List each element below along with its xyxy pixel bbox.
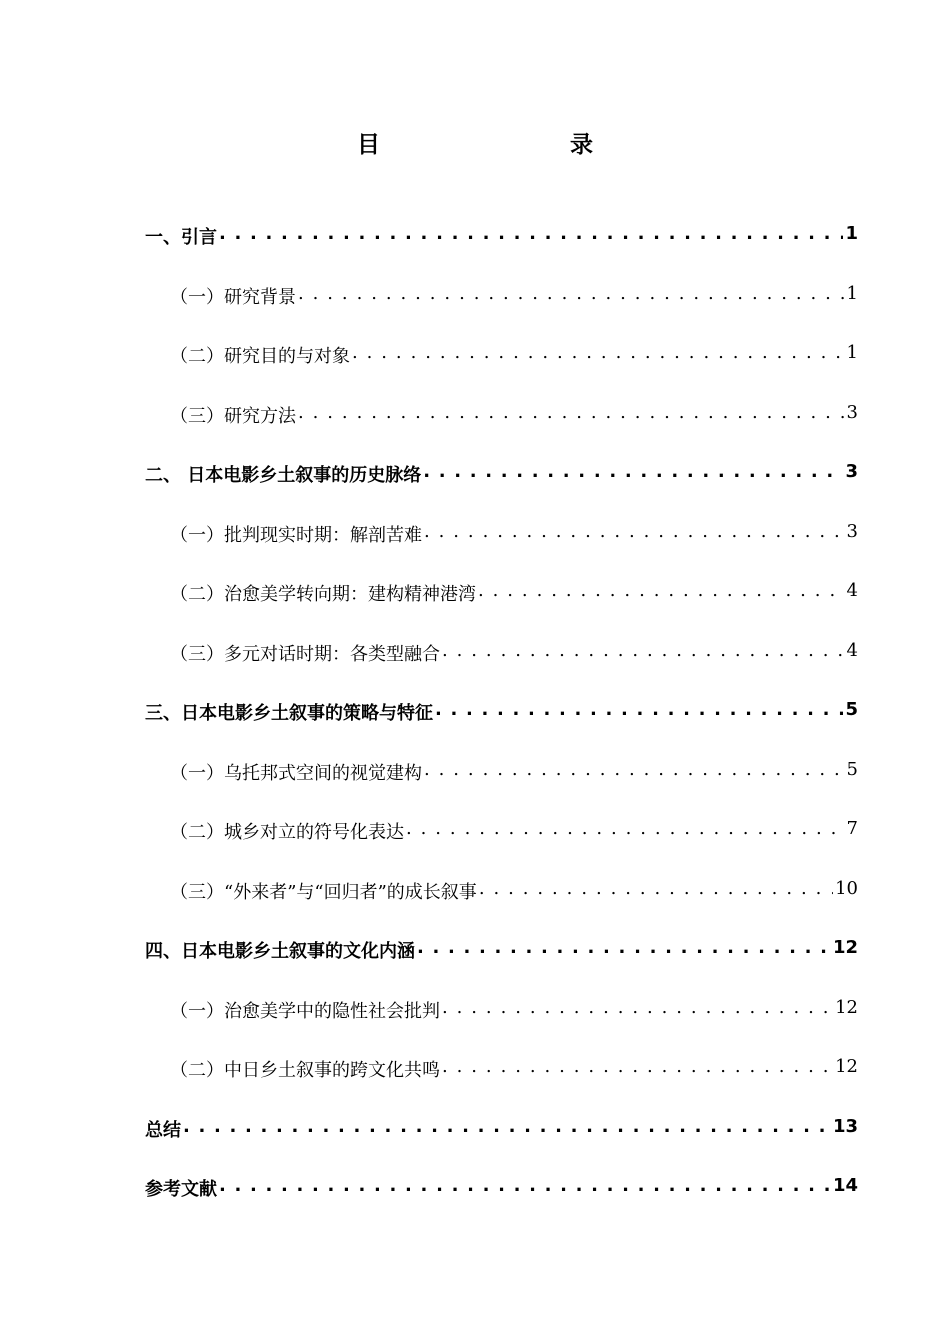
- toc-entry-page: 12: [832, 937, 858, 958]
- dot-leader: [424, 759, 845, 780]
- dot-leader: [406, 818, 845, 839]
- toc-entry-page: 3: [846, 520, 858, 542]
- toc-entry[interactable]: [0, 461, 950, 521]
- toc-entry-label: （二）研究目的与对象: [170, 346, 350, 367]
- toc-title: 目 录: [357, 132, 641, 158]
- toc-entry-label: （二）城乡对立的符号化表达: [170, 822, 404, 843]
- dot-leader: [423, 461, 843, 482]
- toc-entry[interactable]: [0, 640, 950, 700]
- toc-entry-page: 12: [835, 996, 858, 1018]
- dot-leader: [435, 699, 843, 720]
- toc-entry[interactable]: [0, 283, 950, 343]
- toc-entry-label: 总结: [145, 1119, 181, 1141]
- toc-entry[interactable]: [0, 402, 950, 462]
- toc-entry-page: 1: [846, 342, 858, 363]
- toc-entry-label: （二）中日乡土叙事的跨文化共鸣: [170, 1060, 440, 1081]
- toc-entry-label: （三）研究方法: [170, 405, 296, 427]
- toc-entry[interactable]: [0, 699, 950, 759]
- toc-entry-page: 3: [846, 401, 858, 423]
- toc-entry-page: 10: [835, 877, 858, 899]
- toc-entry-page: 5: [845, 699, 858, 720]
- dot-leader: [298, 283, 845, 304]
- toc-entry-label: （三）“外来者”与“回归者”的成长叙事: [170, 881, 477, 903]
- dot-leader: [352, 342, 845, 363]
- toc-entry-page: 7: [846, 818, 858, 839]
- toc-entry[interactable]: [0, 580, 950, 640]
- dot-leader: [219, 223, 843, 244]
- toc-entry-label: 三、日本电影乡土叙事的策略与特征: [145, 703, 433, 724]
- dot-leader: [219, 1175, 831, 1196]
- toc-list: [0, 223, 950, 1235]
- toc-entry-page: 3: [845, 461, 858, 482]
- toc-entry-label: （一）批判现实时期：解剖苦难: [170, 524, 422, 546]
- dot-leader: [442, 640, 845, 661]
- toc-entry-page: 14: [832, 1175, 858, 1196]
- toc-entry[interactable]: [0, 1175, 950, 1235]
- toc-entry[interactable]: [0, 878, 950, 938]
- toc-entry-page: 13: [832, 1115, 858, 1137]
- dot-leader: [478, 580, 845, 601]
- toc-entry-page: 12: [835, 1056, 858, 1077]
- dot-leader: [417, 937, 831, 958]
- toc-entry[interactable]: [0, 521, 950, 581]
- dot-leader: [442, 1056, 833, 1077]
- toc-entry-label: 四、日本电影乡土叙事的文化内涵: [145, 941, 415, 962]
- dot-leader: [424, 521, 845, 542]
- toc-entry-label: （一）乌托邦式空间的视觉建构: [170, 762, 422, 784]
- dot-leader: [479, 878, 833, 899]
- toc-entry[interactable]: [0, 342, 950, 402]
- toc-entry[interactable]: [0, 223, 950, 283]
- toc-entry[interactable]: [0, 759, 950, 819]
- toc-entry-page: 4: [846, 639, 858, 661]
- toc-entry-page: 1: [846, 282, 858, 304]
- toc-entry-label: 二、 日本电影乡土叙事的历史脉络: [145, 465, 422, 486]
- toc-entry[interactable]: [0, 937, 950, 997]
- toc-entry-label: （一）治愈美学中的隐性社会批判: [170, 1000, 440, 1022]
- toc-entry-label: （三）多元对话时期：各类型融合: [170, 643, 440, 665]
- toc-entry-page: 4: [846, 580, 858, 601]
- toc-entry-label: 一、引言: [145, 227, 217, 248]
- dot-leader: [183, 1116, 831, 1137]
- toc-entry-label: 参考文献: [145, 1179, 217, 1200]
- toc-entry[interactable]: [0, 997, 950, 1057]
- toc-entry[interactable]: [0, 1056, 950, 1116]
- toc-entry-label: （二）治愈美学转向期：建构精神港湾: [170, 584, 476, 605]
- toc-entry-page: 1: [845, 223, 858, 244]
- dot-leader: [298, 402, 845, 423]
- toc-entry[interactable]: [0, 818, 950, 878]
- dot-leader: [442, 997, 833, 1018]
- toc-entry[interactable]: [0, 1116, 950, 1176]
- toc-entry-page: 5: [846, 758, 858, 780]
- toc-entry-label: （一）研究背景: [170, 286, 296, 308]
